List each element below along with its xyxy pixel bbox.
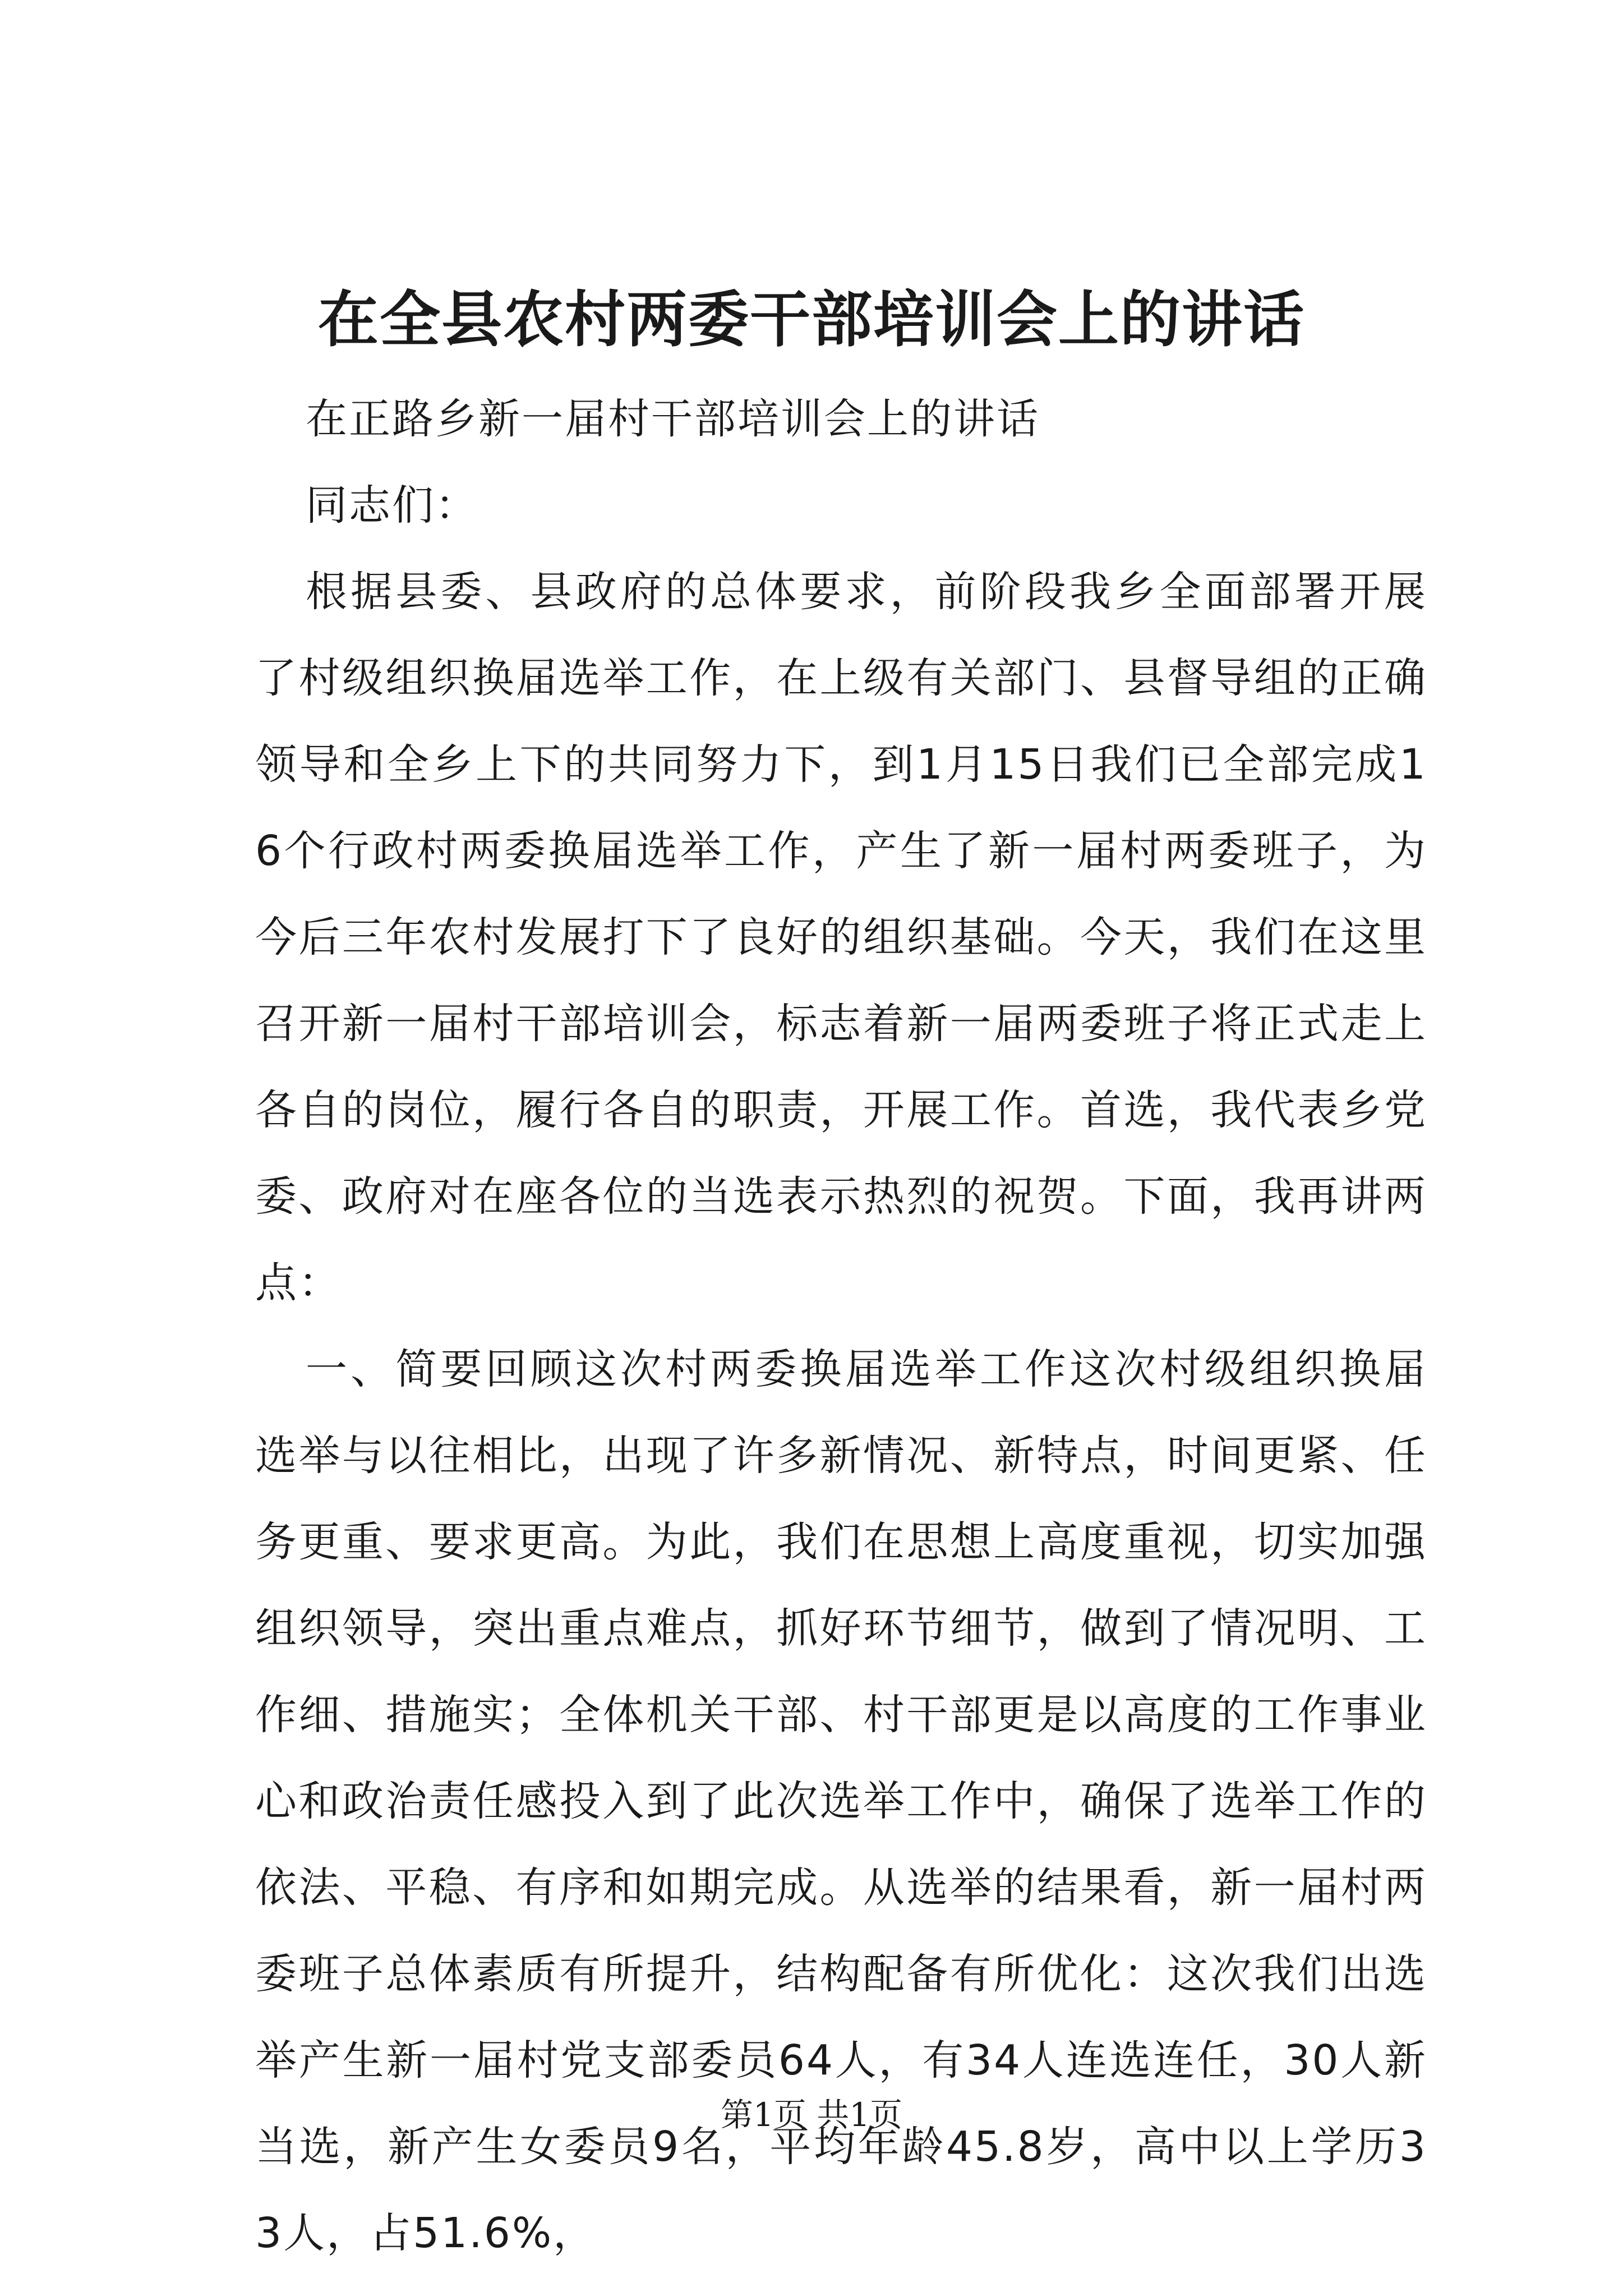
- document-title: 在全县农村两委干部培训会上的讲话: [317, 284, 1305, 355]
- document-body: [255, 376, 1427, 2276]
- paragraph-1: 根据县委、县政府的总体要求，前阶段我乡全面部署开展了村级组织换届选举工作，在上级有关部门、县督导组的正确领导和全乡上下的共同努力下，到1月15日我们已全部完成16个行政村两委换届选举工作，产生了新一届村两委班子，为今后三年农村发展打下了良好的组织基础。今天，我们在这里召开新一届村干部培训会，标志着新一届两委班子将正式走上各自的岗位，履行各自的职责，开展工作。首选，我代表乡党委、政府对在座各位的当选表示热烈的祝贺。下面，我再讲两点：: [255, 568, 1427, 1307]
- salutation: 同志们：: [306, 481, 478, 530]
- document-subtitle: 在正路乡新一届村干部培训会上的讲话: [306, 395, 1040, 443]
- paragraph-2: 一、简要回顾这次村两委换届选举工作这次村级组织换届选举与以往相比，出现了许多新情况、新特点，时间更紧、任务更重、要求更高。为此，我们在思想上高度重视，切实加强组织领导，突出重点难点，抓好环节细节，做到了情况明、工作细、措施实；全体机关干部、村干部更是以高度的工作事业心和政治责任感投入到了此次选举工作中，确保了选举工作的依法、平稳、有序和如期完成。从选举的结果看，新一届村两委班子总体素质有所提升，结构配备有所优化：这次我们出选举产生新一届村党支部委员64人，有34人连选连任，30人新当选，新产生女委员9名，平均年龄45.8岁，高中以上学历33人，占51.6%，: [255, 1345, 1427, 2257]
- page-footer: 第1页 共1页: [720, 2096, 903, 2134]
